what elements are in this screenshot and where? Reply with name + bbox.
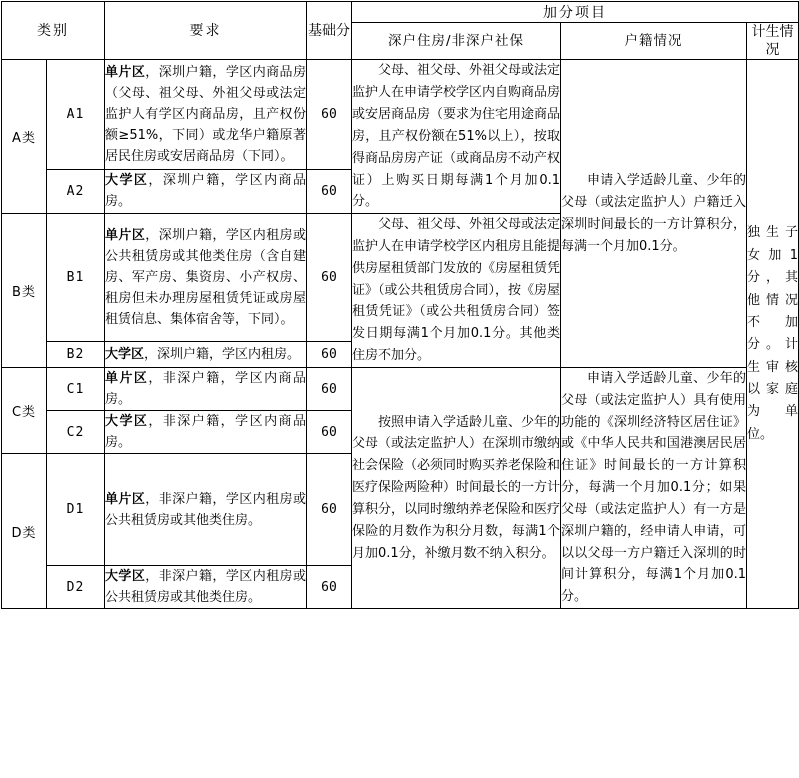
code-cell-a1: A1 bbox=[47, 60, 105, 169]
header-row-top bbox=[2, 2, 799, 23]
header-requirement: 要求 bbox=[105, 2, 307, 60]
requirement-cell-d2 bbox=[105, 565, 307, 608]
requirement-rest: ，非深户籍，学区内商品房。 bbox=[105, 370, 306, 408]
requirement-lead: 单片区 bbox=[105, 491, 146, 507]
requirement-lead: 大学区 bbox=[105, 173, 149, 189]
base-score-cell-b1: 60 bbox=[307, 214, 352, 341]
requirement-cell-a2 bbox=[105, 169, 307, 213]
category-cell-d: D类 bbox=[2, 454, 47, 609]
header-category: 类别 bbox=[2, 2, 105, 60]
requirement-rest: ，非深户籍，学区内商品房。 bbox=[105, 414, 306, 451]
code-cell-d1: D1 bbox=[47, 454, 105, 566]
header-family-planning: 计生情况 bbox=[747, 23, 799, 60]
requirement-rest: ，深圳户籍，学区内商品房（父母、祖父母、外祖父母或法定监护人有学区内商品房，且产权份额≥51%，下同）或龙华户籍原著居民住房或安居商品房（下同）。 bbox=[105, 64, 306, 165]
base-score-cell-c1: 60 bbox=[307, 367, 352, 410]
code-cell-c1: C1 bbox=[47, 367, 105, 410]
bonus-family-planning-cell: 独生子女加1分，其他情况不加分。计生审核以家庭为单位。 bbox=[747, 60, 799, 609]
requirement-lead: 大学区 bbox=[105, 568, 146, 584]
requirement-cell-b2 bbox=[105, 341, 307, 367]
requirement-cell-d1 bbox=[105, 454, 307, 566]
requirement-rest: ，深圳户籍，学区内租房或公共租赁房或其他类住房（含自建房、军产房、集资房、小产权房、租房但未办理房屋租赁凭证或房屋租赁信息、集体宿舍等，下同）。 bbox=[105, 227, 306, 327]
requirement-rest: ，非深户籍，学区内租房或公共租赁房或其他类住房。 bbox=[105, 491, 306, 528]
scoring-table bbox=[1, 1, 799, 609]
base-score-cell-a2: 60 bbox=[307, 169, 352, 213]
bonus-housing-cell-a: 父母、祖父母、外祖父母或法定监护人在申请学校学区内自购商品房或安居商品房（要求为住宅用途商品房，且产权份额在51%以上），按取得商品房房产证（或商品房不动产权证）上购买日期每满1个月加0.1分。 bbox=[352, 60, 561, 214]
table-row bbox=[2, 60, 799, 169]
bonus-household-cell-cd: 申请入学适龄儿童、少年的父母（或法定监护人）具有使用功能的《深圳经济特区居住证》或《中华人民共和国港澳居民居住证》时间最长的一方计算积分，每满一个月加0.1分；如果父母（或法定监护人）有一方是深圳户籍的，经申请人申请，可以以父母一方户籍迁入深圳的时间计算积分，每满1个月加0.1分。 bbox=[561, 367, 747, 608]
base-score-cell-b2: 60 bbox=[307, 341, 352, 367]
requirement-rest: ，深圳户籍，学区内商品房。 bbox=[105, 173, 306, 210]
base-score-cell-c2: 60 bbox=[307, 411, 352, 454]
requirement-cell-a1 bbox=[105, 60, 307, 169]
table-row bbox=[2, 367, 799, 410]
code-cell-b1: B1 bbox=[47, 214, 105, 341]
category-cell-b: B类 bbox=[2, 214, 47, 368]
code-cell-d2: D2 bbox=[47, 565, 105, 608]
code-cell-c2: C2 bbox=[47, 411, 105, 454]
bonus-housing-cell-b: 父母、祖父母、外祖父母或法定监护人在申请学校学区内租房且能提供房屋租赁部门发放的《房屋租赁凭证》（或公共租赁房合同），按《房屋租赁凭证》（或公共租赁房合同）签发日期每满1个月加0.1分。其他类住房不加分。 bbox=[352, 214, 561, 368]
requirement-lead: 大学区 bbox=[105, 346, 145, 362]
bonus-household-cell-ab: 申请入学适龄儿童、少年的父母（或法定监护人）户籍迁入深圳时间最长的一方计算积分，每满一个月加0.1分。 bbox=[561, 60, 747, 368]
requirement-lead: 单片区 bbox=[105, 370, 149, 386]
requirement-lead: 单片区 bbox=[105, 64, 146, 80]
base-score-cell-d2: 60 bbox=[307, 565, 352, 608]
category-cell-c: C类 bbox=[2, 367, 47, 453]
header-base-score: 基础分 bbox=[307, 2, 352, 60]
code-cell-b2: B2 bbox=[47, 341, 105, 367]
base-score-cell-d1: 60 bbox=[307, 454, 352, 566]
header-housing-or-social: 深户住房/非深户社保 bbox=[352, 23, 561, 60]
base-score-cell-a1: 60 bbox=[307, 60, 352, 169]
requirement-lead: 单片区 bbox=[105, 227, 146, 243]
requirement-cell-c2 bbox=[105, 411, 307, 454]
code-cell-a2: A2 bbox=[47, 169, 105, 213]
requirement-cell-c1 bbox=[105, 367, 307, 410]
header-household: 户籍情况 bbox=[561, 23, 747, 60]
requirement-rest: ，深圳户籍，学区内租房。 bbox=[144, 346, 301, 362]
requirement-cell-b1 bbox=[105, 214, 307, 341]
requirement-rest: ，非深户籍，学区内租房或公共租赁房或其他类住房。 bbox=[105, 568, 306, 606]
bonus-social-cell-cd: 按照申请入学适龄儿童、少年的父母（或法定监护人）在深圳市缴纳社会保险（必须同时购买养老保险和医疗保险两险种）时间最长的一方计算积分，以同时缴纳养老保险和医疗保险的月数作为积分月数，每满1个月加0.1分，补缴月数不纳入积分。 bbox=[352, 367, 561, 608]
header-bonus-group: 加分项目 bbox=[352, 2, 799, 23]
category-cell-a: A类 bbox=[2, 60, 47, 214]
requirement-lead: 大学区 bbox=[105, 414, 149, 430]
